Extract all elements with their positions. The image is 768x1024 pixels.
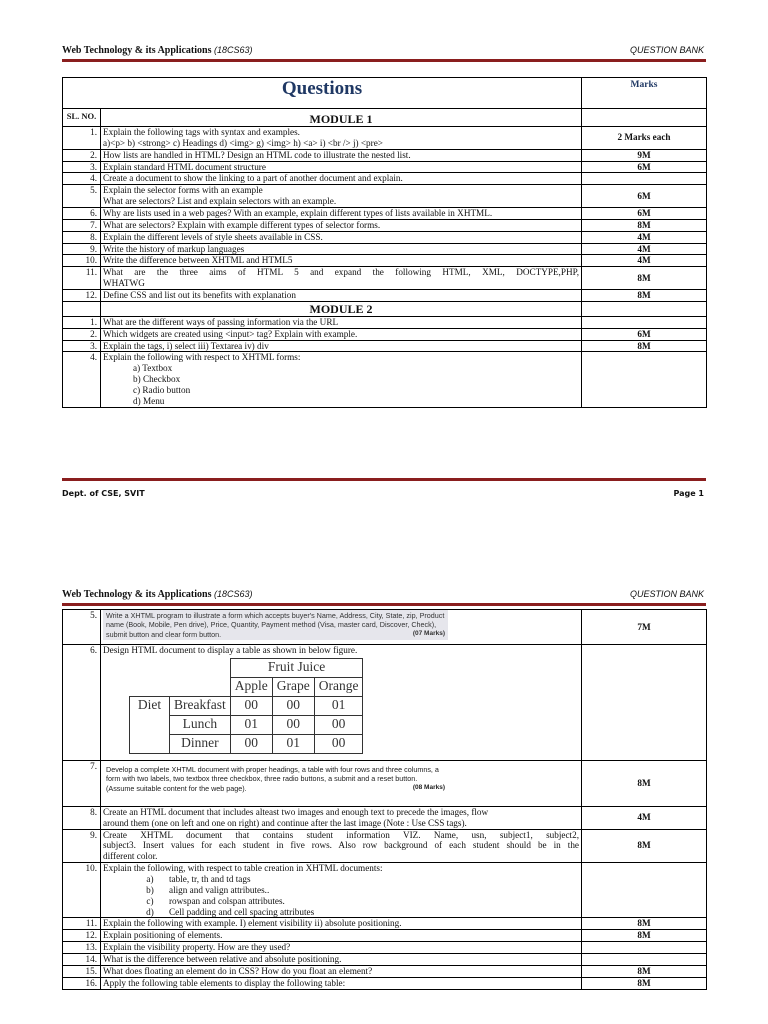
- table-row: [63, 161, 707, 173]
- module-2-q3-number: 3.: [63, 340, 101, 352]
- module-1-q12-number: 12.: [63, 290, 101, 302]
- module-2-q2-number: 2.: [63, 328, 101, 340]
- questions-table-2: 5. Write a XHTML program to illustrate a form which accepts buyer's Name, Address, City, State, zip, Product name (Book, Mobile, Pen drive), Price, Quantity, Payment method (Visa, master card, Discover, Check), submit button and clear form button. (07 Marks) 7M 6. Design HTML document to display a table as shown in below figure. Fruit Juice Apple Grape Orange Diet Breakfast 00 00 01 Lunch 01 00 00 Dinner 00 01 00 7. Develop a complete XHTML document with proper headings, a table with four rows and three columns, a form with two labels, two textbox three checkbox, three radio buttons, a submit and a reset button. (Assume suitable content for the web page). (08 Marks) 8M 8. Create an HTML document that includes alteast two images and enough text to precede the images, flow around them (one on left and one on right) and continue after the last image (Note : Use CSS tags). 4M 9. Create XHTML document that contains student information VIZ. Name, usn, subject1, subject2, subject3. Insert values for each student in five rows. Also row background of each student should be in the different color. 8M 10. Explain the following, with respect to table creation in XHTML documents: a) table, tr, th and td tags b) align and valign attributes.. c) rowspan and colspan attributes. d) Cell padding and cell spacing attributes 11. Explain the following with example. I) element visibility ii) absolute positioning. 8M 12. Explain positioning of elements. 8M 13. Explain the visibility property. How are they used? 14. What is the difference between relative and absolute positioning. 15. What does floating an element do in CSS? How do you float an element? 8M 16. Apply the following table elements to display the following table: 8M: [62, 609, 707, 990]
- page-2-q4-marks: [582, 954, 707, 966]
- module-2-rows: [63, 316, 707, 407]
- module-1-q6-marks: 6M: [582, 208, 707, 220]
- module-1-q10-marks: 4M: [582, 255, 707, 267]
- course-title: Web Technology & its Applications (18CS63): [62, 45, 253, 56]
- module-1-q3: Explain standard HTML document structure: [101, 161, 582, 173]
- module-1-q11-marks: 8M: [582, 267, 707, 290]
- page-2-q1-number: 11.: [63, 918, 101, 930]
- module-1-q11-number: 11.: [63, 267, 101, 290]
- module-1-q2-marks: 9M: [582, 149, 707, 161]
- page-2-q5-number: 15.: [63, 965, 101, 977]
- module-1-q12-marks: 8M: [582, 290, 707, 302]
- table-row: [63, 255, 707, 267]
- module-1-rows: [63, 127, 707, 302]
- table-row: [63, 185, 707, 208]
- header-rule-2: [62, 603, 706, 606]
- page-2-q1-marks: 8M: [582, 918, 707, 930]
- module-2-q3-marks: 8M: [582, 340, 707, 352]
- page-2-q6-number: 16.: [63, 977, 101, 989]
- page-2-q6-marks: 8M: [582, 977, 707, 989]
- module-1-q9-marks: 4M: [582, 243, 707, 255]
- page-2-q4: What is the difference between relative and absolute positioning.: [101, 954, 582, 966]
- module-2-q3: Explain the tags, i) select iii) Textarea iv) div: [101, 340, 582, 352]
- module-1-q4-marks: [582, 173, 707, 185]
- page-2-q3: Explain the visibility property. How are they used?: [101, 942, 582, 954]
- module-1-q8: Explain the different levels of style sheets available in CSS.: [101, 231, 582, 243]
- module-1-q12: Define CSS and list out its benefits with explanation: [101, 290, 582, 302]
- module-1-q3-number: 3.: [63, 161, 101, 173]
- question-8: Create an HTML document that includes alteast two images and enough text to precede the images, flow around them (one on left and one on right) and continue after the last image (Note : Use CSS tags).: [101, 806, 582, 829]
- page-2-q3-marks: [582, 942, 707, 954]
- module-2-q4: Explain the following with respect to XHTML forms: a) Textbox b) Checkbox c) Radio button d) Menu: [101, 352, 582, 407]
- questions-table: [62, 77, 707, 408]
- module-1-q7-number: 7.: [63, 219, 101, 231]
- diet-label: Diet: [130, 696, 170, 753]
- marks-q8: 4M: [582, 806, 707, 829]
- question-9: Create XHTML document that contains student information VIZ. Name, usn, subject1, subject2, subject3. Insert values for each student in five rows. Also row background of each student should be in the different color.: [101, 829, 582, 863]
- table-row: [63, 328, 707, 340]
- question-6: Design HTML document to display a table as shown in below figure. Fruit Juice Apple Grape Orange Diet Breakfast 00 00 01 Lunch 01 00 00 Dinner 00 01 00: [101, 645, 582, 761]
- course-title-2: Web Technology & its Applications (18CS63): [62, 589, 253, 600]
- module-1-q6: Why are lists used in a web pages? With an example, explain different types of lists available in XHTML.: [101, 208, 582, 220]
- table-row: [63, 977, 707, 989]
- marks-q7: 8M: [582, 760, 707, 806]
- module-1-q2-number: 2.: [63, 149, 101, 161]
- table-row: [63, 942, 707, 954]
- page-2-q2-number: 12.: [63, 930, 101, 942]
- module-1-q11: What are the three aims of HTML 5 and expand the following HTML, XML, DOCTYPE,PHP, WHATWG: [101, 267, 582, 290]
- table-row: [63, 918, 707, 930]
- table-row: [63, 930, 707, 942]
- table-title: Questions: [63, 78, 582, 109]
- page-2-q6: Apply the following table elements to display the following table:: [101, 977, 582, 989]
- table-row: [63, 340, 707, 352]
- page-2-remaining-rows: [63, 918, 707, 989]
- module-1-q1: Explain the following tags with syntax and examples. a)<p> b) <strong> c) Headings d) <img> g) <img> h) <a> i) <br /> j) <pre>: [101, 127, 582, 150]
- scanned-question-7: Develop a complete XHTML document with proper headings, a table with four rows and three columns, a form with two labels, two textbox three checkbox, three radio buttons, a submit and a reset button. (Assume suitable content for the web page). (08 Marks): [103, 761, 448, 794]
- table-row: [63, 965, 707, 977]
- table-row: [63, 127, 707, 150]
- question-5: [101, 610, 582, 645]
- module-1-q5: Explain the selector forms with an example What are selectors? List and explain selectors with an example.: [101, 185, 582, 208]
- module-1-q1-number: 1.: [63, 127, 101, 150]
- page-2-q4-number: 14.: [63, 954, 101, 966]
- page-2-q2: Explain positioning of elements.: [101, 930, 582, 942]
- module-1-q3-marks: 6M: [582, 161, 707, 173]
- module-2-q1: What are the different ways of passing information via the URL: [101, 316, 582, 328]
- module-1-q10-number: 10.: [63, 255, 101, 267]
- module-1-q10: Write the difference between XHTML and HTML5: [101, 255, 582, 267]
- fruit-juice-figure: Fruit Juice Apple Grape Orange Diet Breakfast 00 00 01 Lunch 01 00 00 Dinner 00 01 00: [129, 658, 363, 754]
- page-1: [0, 0, 768, 510]
- table-row: [63, 149, 707, 161]
- question-bank-label-2: QUESTION BANK: [629, 589, 704, 599]
- page-2-q5-marks: 8M: [582, 965, 707, 977]
- table-row: [63, 219, 707, 231]
- table-row: [63, 290, 707, 302]
- table-row: [63, 173, 707, 185]
- footer-rule: [62, 478, 706, 481]
- page-2-q3-number: 13.: [63, 942, 101, 954]
- table-row: [63, 316, 707, 328]
- table-row: [63, 231, 707, 243]
- question-bank-label: QUESTION BANK: [629, 45, 704, 55]
- module-2-q2: Which widgets are created using <input> tag? Explain with example.: [101, 328, 582, 340]
- module-1-q8-marks: 4M: [582, 231, 707, 243]
- module-1-q1-marks: 2 Marks each: [582, 127, 707, 150]
- module-2-q1-number: 1.: [63, 316, 101, 328]
- module-2-q2-marks: 6M: [582, 328, 707, 340]
- module-1-q5-number: 5.: [63, 185, 101, 208]
- page-footer: [62, 489, 704, 498]
- module-2-q4-number: 4.: [63, 352, 101, 407]
- sl-no-header: SL. NO.: [63, 109, 101, 127]
- module-2-title: MODULE 2: [101, 301, 582, 316]
- module-1-q7-marks: 8M: [582, 219, 707, 231]
- module-1-q4-number: 4.: [63, 173, 101, 185]
- header-rule: [62, 59, 706, 62]
- marks-q5: 7M: [582, 610, 707, 645]
- module-1-q4: Create a document to show the linking to a part of another document and explain.: [101, 173, 582, 185]
- table-row: [63, 267, 707, 290]
- module-1-q9: Write the history of markup languages: [101, 243, 582, 255]
- page-2-q5: What does floating an element do in CSS? How do you float an element?: [101, 965, 582, 977]
- module-2-q1-marks: [582, 316, 707, 328]
- scanned-question-5: Write a XHTML program to illustrate a form which accepts buyer's Name, Address, City, State, zip, Product name (Book, Mobile, Pen drive), Price, Quantity, Payment method (Visa, master card, Discover, Check), submit button and clear form button. (07 Marks): [103, 610, 448, 640]
- module-2-q4-marks: [582, 352, 707, 407]
- module-1-q9-number: 9.: [63, 243, 101, 255]
- page-2-q2-marks: 8M: [582, 930, 707, 942]
- table-row: [63, 954, 707, 966]
- table-row: [63, 352, 707, 407]
- module-1-q8-number: 8.: [63, 231, 101, 243]
- fruit-juice-header: Fruit Juice: [230, 658, 363, 677]
- question-7: [101, 760, 582, 806]
- module-1-q5-marks: 6M: [582, 185, 707, 208]
- module-1-title: MODULE 1: [101, 109, 582, 127]
- table-row: [63, 208, 707, 220]
- module-1-q7: What are selectors? Explain with example different types of selector forms.: [101, 219, 582, 231]
- marks-q9: 8M: [582, 829, 707, 863]
- dept-label: Dept. of CSE, SVIT: [62, 489, 145, 498]
- marks-header: Marks: [582, 78, 707, 109]
- table-row: [63, 243, 707, 255]
- module-1-q6-number: 6.: [63, 208, 101, 220]
- page-2-q1: Explain the following with example. I) element visibility ii) absolute positioning.: [101, 918, 582, 930]
- page-2: [0, 570, 768, 1024]
- page-number: Page 1: [673, 489, 704, 498]
- question-10: Explain the following, with respect to table creation in XHTML documents: a) table, tr, th and td tags b) align and valign attributes.. c) rowspan and colspan attributes. d) Cell padding and cell spacing attributes: [101, 863, 582, 918]
- module-1-q2: How lists are handled in HTML? Design an HTML code to illustrate the nested list.: [101, 149, 582, 161]
